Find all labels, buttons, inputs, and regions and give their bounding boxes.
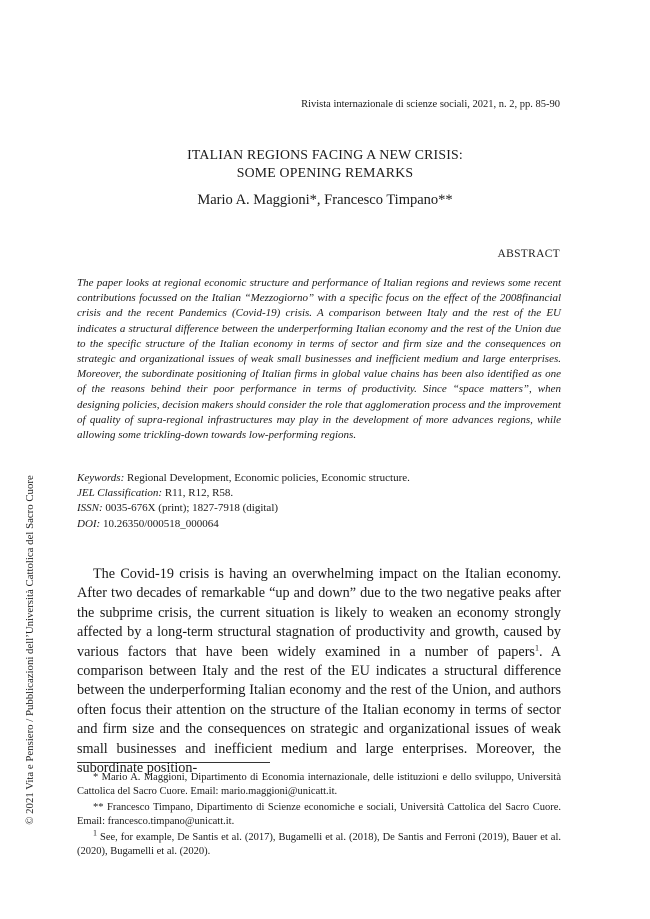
- doi-value: 10.26350/000518_000064: [102, 517, 219, 530]
- title-line-2: SOME OPENING REMARKS: [236, 165, 414, 180]
- article-metadata: [77, 471, 561, 532]
- journal-reference: Rivista internazionale di scienze sociali, 2021, n. 2, pp. 85-90: [301, 99, 560, 110]
- issn-row: [77, 501, 561, 516]
- copyright-text: © 2021 Vita e Pensiero / Pubblicazioni dell’Università Cattolica del Sacro Cuore: [24, 475, 36, 825]
- keywords-row: [77, 471, 561, 486]
- footnote-mark: 1: [93, 828, 97, 838]
- issn-label: ISSN:: [77, 502, 103, 515]
- abstract-text: The paper looks at regional economic structure and performance of Italian regions and reviews some recent contributions focussed on the Italian “Mezzogiorno” with a specific focus on the effect of the 2008financial crisis and the recent Pandemics (Covid-19) crisis. A comparison between Italy and the rest of the EU indicates a structural difference between the underperforming Italian economy and the rest of the Union due to the specific structure of the Italian economy in terms of sector and firm size and the consequences on strategic and organizational issues of weak small businesses and inefficient medium and large enterprises. Moreover, the subordinate positioning of Italian firms in global value chains has been also identified as one of the reasons behind their poor performance in terms of productivity. Since “space matters”, when designing policies, decision makers should consider the role that agglomeration process and the improvement of quality of supra-regional infrastructures may play in the development of more advances regions, while allowing some trickling-down towards low-performing regions.: [77, 277, 561, 442]
- footnote-author-1: * Mario A. Maggioni, Dipartimento di Economia internazionale, delle istituzioni e dello sviluppo, Università Cattolica del Sacro Cuore. Email: mario.maggioni@unicatt.it.: [77, 772, 561, 798]
- abstract-heading: ABSTRACT: [497, 248, 560, 260]
- jel-row: [77, 486, 561, 501]
- body-text: [77, 565, 561, 778]
- paragraph-text-part-2: . A comparison between Italy and the rest of the EU indicates a structural difference between the underperforming Italian economy and the rest of the Union, and authors often focus their attention on the structure of the Italian economy in terms of sector and firm size and the consequences on strategic and organizational issues of weak small businesses and inefficient medium and large enterprises. Moreover, the subordinate position-: [77, 643, 562, 777]
- issn-value: 0035-676X (print); 1827-7918 (digital): [105, 502, 279, 515]
- footnotes: [77, 771, 561, 859]
- footnote-1-text: See, for example, De Santis et al. (2017), Bugamelli et al. (2018), De Santis and Ferroni (2019), Bauer et al. (2020), Bugamelli et al. (2020).: [77, 831, 561, 858]
- paragraph-text-part-1: The Covid-19 crisis is having an overwhelming impact on the Italian economy. After two decades of remarkable “up and down” due to the two negative peaks after the subprime crisis, the current situation is likely to weaken an economy strongly affected by a long-term structural stagnation of productivity and growth, caused by various factors that have been widely examined in a number of papers: [77, 566, 561, 660]
- footnote-reference: 1: [534, 642, 539, 652]
- doi-row: [77, 517, 561, 532]
- keywords-label: Keywords:: [77, 472, 125, 484]
- body-paragraph: [77, 565, 561, 778]
- jel-label: JEL Classification:: [77, 487, 163, 500]
- copyright-sidebar: [20, 470, 40, 830]
- keywords-value: Regional Development, Economic policies, Economic structure.: [127, 472, 410, 484]
- title-line-1: ITALIAN REGIONS FACING A NEW CRISIS:: [187, 147, 463, 162]
- footnote-author-2: ** Francesco Timpano, Dipartimento di Scienze economiche e sociali, Università Cattolica del Sacro Cuore. Email: francesco.timpano@unicatt.it.: [77, 801, 561, 828]
- footnote-1: [77, 828, 561, 860]
- author-list: Mario A. Maggioni*, Francesco Timpano**: [197, 192, 453, 208]
- paper-title: [0, 146, 650, 182]
- doi-label: DOI:: [77, 517, 101, 530]
- footnote-divider: [77, 762, 270, 763]
- jel-value: R11, R12, R58.: [164, 487, 234, 500]
